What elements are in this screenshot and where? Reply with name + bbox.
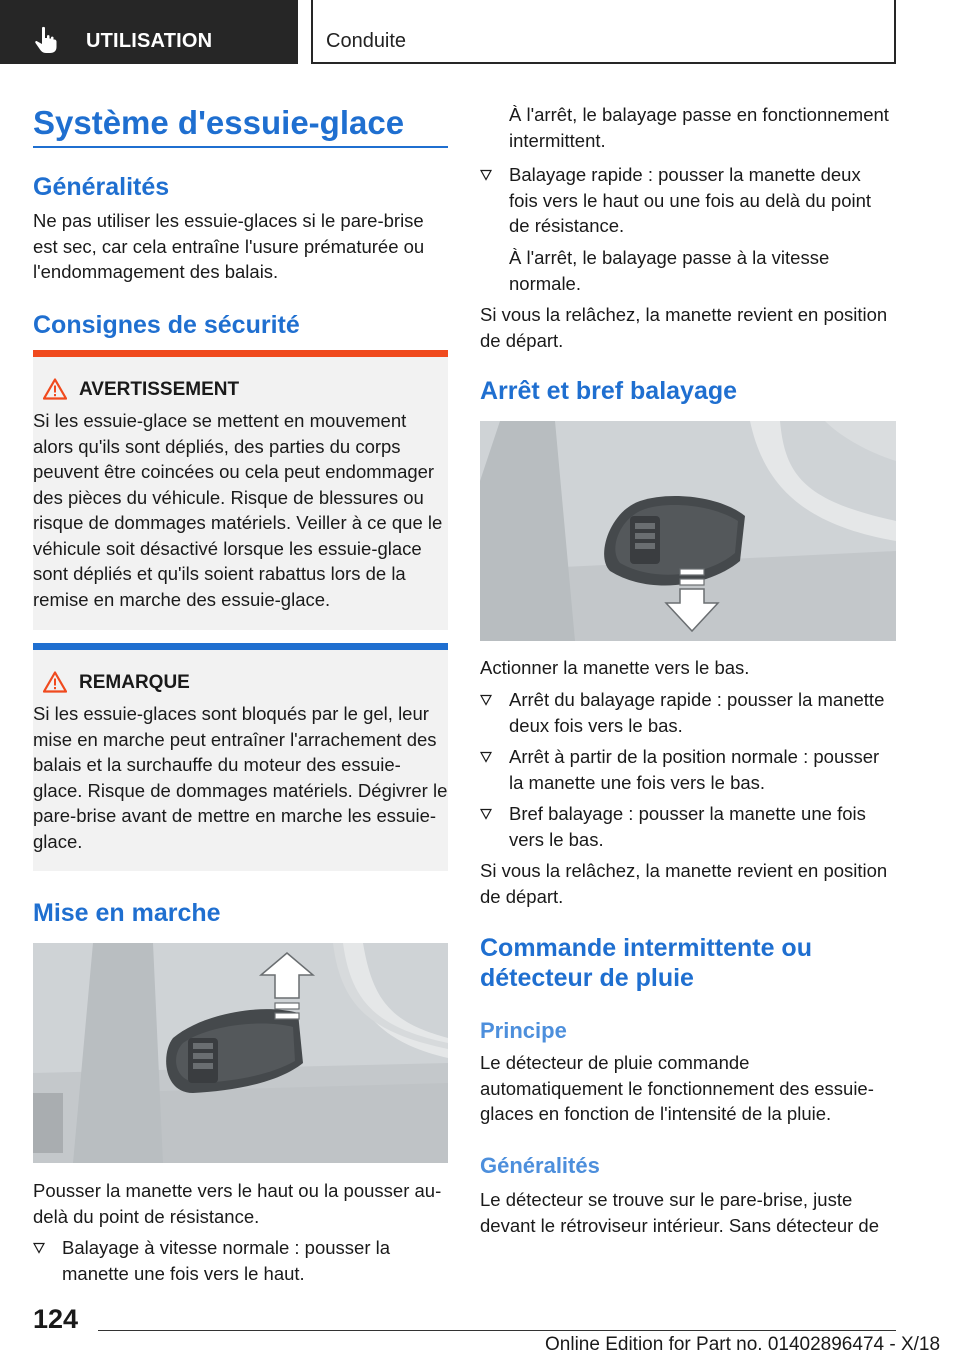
triangle-bullet-icon	[480, 169, 492, 181]
page-number: 124	[33, 1304, 79, 1334]
bullet2-note: À l'arrêt, le balayage passe à la vitesse normale.	[509, 247, 830, 294]
title-rule	[33, 146, 448, 148]
rain-heading-line1: Commande intermittente ou	[480, 934, 812, 962]
principle-heading: Principe	[480, 1018, 567, 1043]
note-title: REMARQUE	[79, 672, 190, 693]
start-caption: Pousser la manette vers le haut ou la pousser au-delà du point de résistance.	[33, 1180, 442, 1227]
note-box	[33, 643, 448, 871]
triangle-bullet-icon	[480, 751, 492, 763]
triangle-bullet-icon	[33, 1242, 45, 1254]
footer-rule	[98, 1330, 896, 1331]
list-item-text: Balayage rapide : pousser la manette deux fois vers le haut ou une fois au delà du point de résistance.	[509, 164, 872, 236]
warning-text: Si les essuie-glace se mettent en mouvement alors qu'ils sont dépliés, des parties du corps peuvent être coincées ou cela peut endommager des pièces du véhicule. Risque de blessures ou risque de dommages matériels. Veiller à ce que le véhicule soit désactivé lorsque les essuie-glace sont dépliés et qu'ils soient rabattus lors de la remise en marche des essuie-glace.	[33, 410, 443, 610]
section-label: UTILISATION	[86, 30, 213, 52]
rain-heading-line2: détecteur de pluie	[480, 964, 694, 992]
start-release: Si vous la relâchez, la manette revient en position de départ.	[480, 304, 888, 351]
footer-edition: Online Edition for Part no. 01402896474 - X/18	[545, 1334, 941, 1355]
stop-heading: Arrêt et bref balayage	[480, 377, 738, 405]
rain-heading	[480, 933, 812, 993]
start-heading: Mise en marche	[33, 899, 221, 927]
note-text: Si les essuie-glaces sont bloqués par le gel, leur mise en marche peut entraîner l'arrachement des balais et la surchauffe du moteur des essuie-glace. Risque de dommages matériels. Dégivrer le pare-brise avant de mettre en marche les essuie-glace.	[33, 703, 448, 852]
triangle-bullet-icon	[480, 694, 492, 706]
wiper-stalk-down-photo	[480, 421, 896, 641]
rain-general-text: Le détecteur se trouve sur le pare-brise, juste devant le rétroviseur intérieur. Sans détecteur de	[480, 1189, 880, 1236]
chapter-label: Conduite	[326, 30, 407, 52]
principle-text: Le détecteur de pluie commande automatiquement le fonctionnement des essuie-glaces en fonction de l'intensité de la pluie.	[480, 1052, 874, 1124]
safety-heading: Consignes de sécurité	[33, 311, 300, 339]
general-heading: Généralités	[33, 173, 170, 201]
wiper-stalk-up-photo	[33, 943, 448, 1163]
list-item-text: Bref balayage : pousser la manette une fois vers le bas.	[509, 803, 866, 850]
list-item-text: Arrêt à partir de la position normale : pousser la manette une fois vers le bas.	[509, 746, 880, 793]
chapter-box	[311, 0, 896, 64]
rain-general-heading: Généralités	[480, 1153, 600, 1178]
list-item-text: Balayage à vitesse normale : pousser la manette une fois vers le haut.	[62, 1237, 391, 1284]
stop-caption: Actionner la manette vers le bas.	[480, 657, 750, 678]
warning-box	[33, 350, 448, 630]
triangle-bullet-icon	[480, 808, 492, 820]
general-text: Ne pas utiliser les essuie-glaces si le pare-brise est sec, car cela entraîne l'usure prématurée ou l'endommagement des balais.	[33, 210, 425, 282]
warning-bar	[33, 350, 448, 357]
warning-title: AVERTISSEMENT	[79, 379, 240, 400]
hand-pointer-icon	[34, 26, 58, 54]
section-tab	[0, 0, 298, 64]
warning-triangle-icon	[43, 671, 67, 693]
note-bar	[33, 643, 448, 650]
warning-triangle-icon	[43, 378, 67, 400]
bullet1-note: À l'arrêt, le balayage passe en fonctionnement intermittent.	[509, 104, 889, 151]
page-title: Système d'essuie-glace	[33, 104, 405, 141]
list-item-text: Arrêt du balayage rapide : pousser la manette deux fois vers le bas.	[509, 689, 885, 736]
stop-release: Si vous la relâchez, la manette revient en position de départ.	[480, 860, 888, 907]
